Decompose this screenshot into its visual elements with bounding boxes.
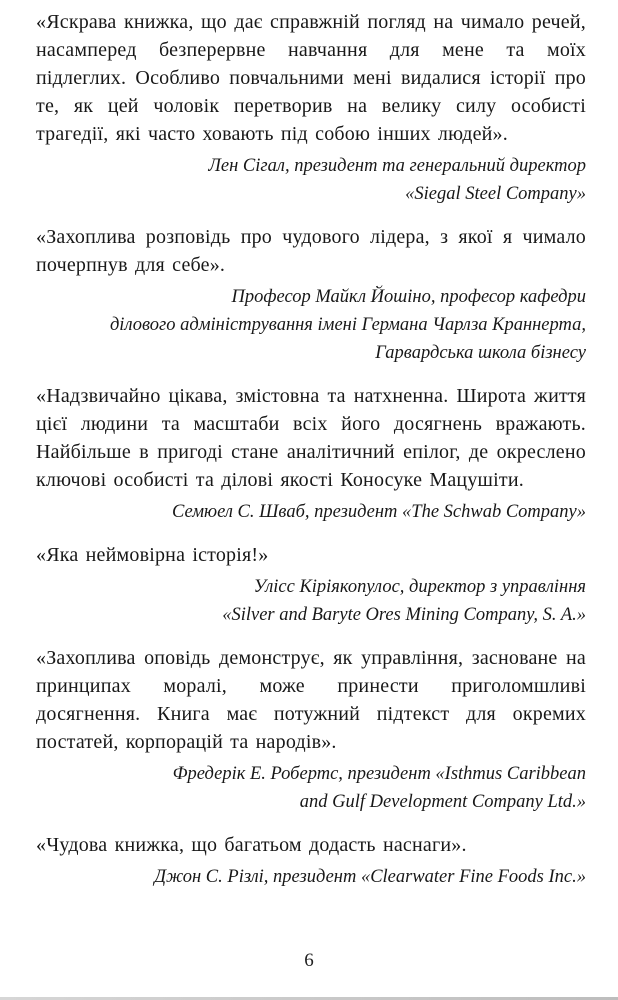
review-attribution xyxy=(36,152,586,208)
attribution-line: Улісс Кіріякопулос, директор з управління xyxy=(253,577,586,597)
attribution-line: and Gulf Development Company Ltd.» xyxy=(299,792,586,812)
review-block xyxy=(36,8,586,208)
review-attribution xyxy=(36,863,586,891)
review-block xyxy=(36,223,586,367)
review-quote: «Яскрава книжка, що дає справжній погляд на чимало речей, насамперед безперервне навчання для мене та моїх підлеглих. Особливо повчальними мені видалися історії про те, як цей чоловік перетворив на велику силу особисті трагедії, які часто ховають під собою інших людей». xyxy=(36,11,586,145)
review-quote: «Захоплива оповідь демонструє, як управління, засноване на принципах моралі, може принести приголомшливі досягнення. Книга має потужний підтекст для окремих постатей, корпорацій та народів». xyxy=(36,647,586,753)
review-block xyxy=(36,831,586,891)
review-block xyxy=(36,382,586,526)
review-quote: «Надзвичайно цікава, змістовна та натхненна. Широта життя цієї людини та масштаби всіх його досягнень вражають. Найбільше в пригоді стане аналітичний епілог, де окреслено ключові особисті та ділові якості Коносуке Мацушіти. xyxy=(36,385,586,491)
review-quote: «Чудова книжка, що багатьом додасть наснаги». xyxy=(36,834,467,856)
attribution-line: Джон С. Різлі, президент «Clearwater Fine Foods Inc.» xyxy=(154,867,586,887)
review-attribution xyxy=(36,283,586,367)
attribution-line: Лен Сігал, президент та генеральний директор xyxy=(208,156,586,176)
review-quote: «Захоплива розповідь про чудового лідера, з якої я чимало почерпнув для себе». xyxy=(36,226,586,276)
attribution-line: Гарвардська школа бізнесу xyxy=(375,343,586,363)
attribution-line: Семюел С. Шваб, президент «The Schwab Company» xyxy=(172,502,586,522)
attribution-line: «Silver and Baryte Ores Mining Company, S. A.» xyxy=(222,605,586,625)
review-block xyxy=(36,644,586,816)
page-number: 6 xyxy=(304,950,314,971)
review-attribution xyxy=(36,573,586,629)
attribution-line: «Siegal Steel Company» xyxy=(405,184,586,204)
review-quote: «Яка неймовірна історія!» xyxy=(36,544,269,566)
review-block xyxy=(36,541,586,629)
review-attribution xyxy=(36,760,586,816)
review-attribution xyxy=(36,498,586,526)
attribution-line: ділового адміністрування імені Германа Чарлза Краннерта, xyxy=(109,315,586,335)
attribution-line: Професор Майкл Йошіно, професор кафедри xyxy=(231,287,586,307)
attribution-line: Фредерік Е. Робертс, президент «Isthmus Caribbean xyxy=(172,764,586,784)
